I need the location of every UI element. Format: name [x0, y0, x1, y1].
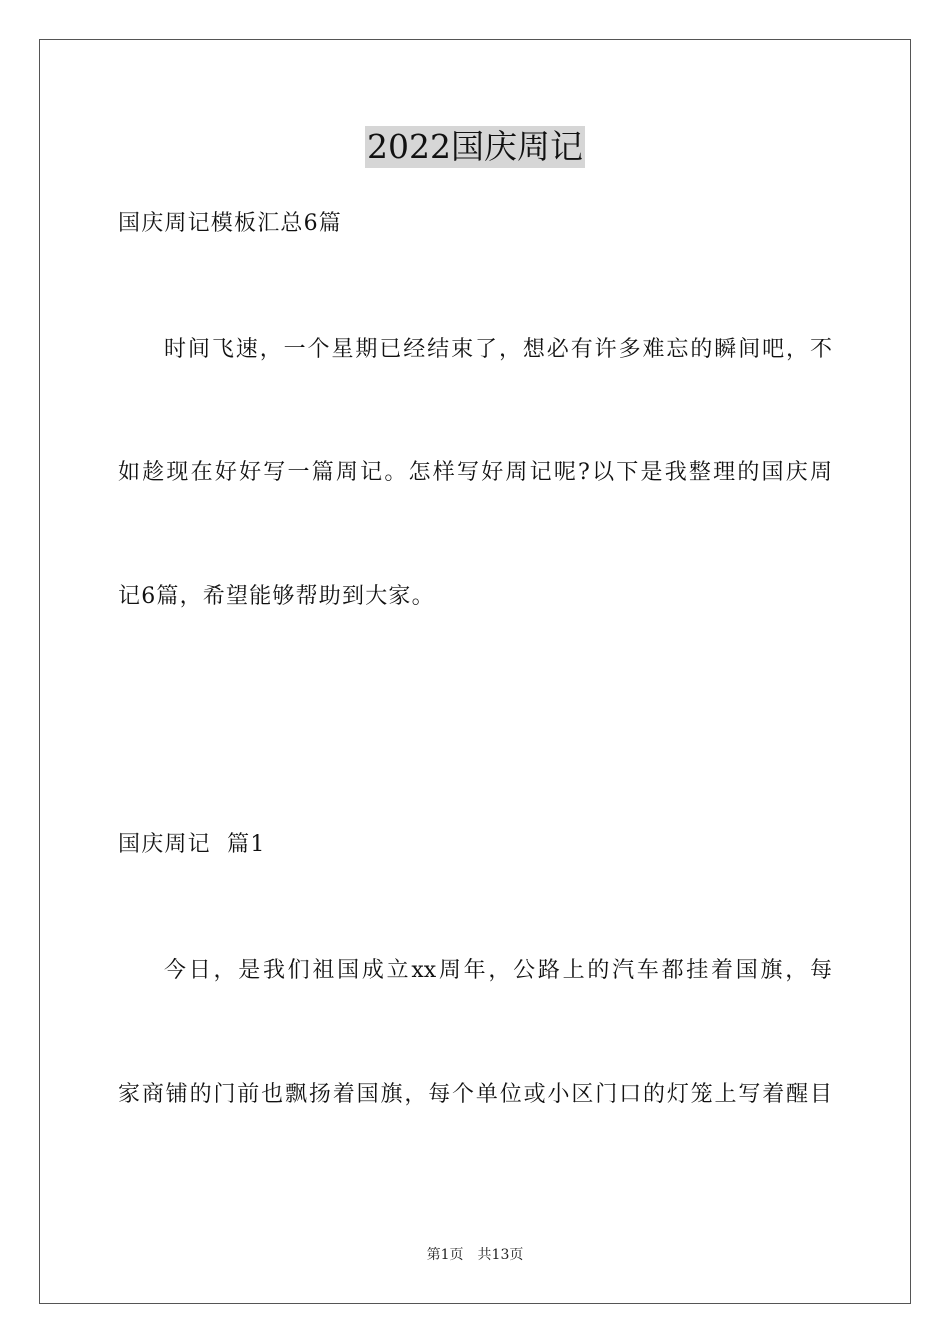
- document-title: 2022国庆周记: [367, 127, 583, 166]
- footer-page-number: 第1页: [426, 1247, 464, 1263]
- title-container: [0, 126, 950, 168]
- intro-line-2: 如趁现在好好写一篇周记。怎样写好周记呢?以下是我整理的国庆周: [118, 460, 832, 485]
- footer-total-pages: 共13页: [477, 1247, 524, 1263]
- section-heading: 国庆周记 篇1: [118, 832, 266, 857]
- page-footer: [0, 1245, 950, 1265]
- body-line-1: 今日，是我们祖国成立xx周年，公路上的汽车都挂着国旗，每: [164, 958, 832, 983]
- body-line-2: 家商铺的门前也飘扬着国旗，每个单位或小区门口的灯笼上写着醒目: [118, 1082, 832, 1107]
- intro-line-1: 时间飞速，一个星期已经结束了，想必有许多难忘的瞬间吧，不: [164, 337, 832, 362]
- intro-line-3: 记6篇，希望能够帮助到大家。: [118, 584, 435, 609]
- document-subtitle: 国庆周记模板汇总6篇: [118, 211, 342, 236]
